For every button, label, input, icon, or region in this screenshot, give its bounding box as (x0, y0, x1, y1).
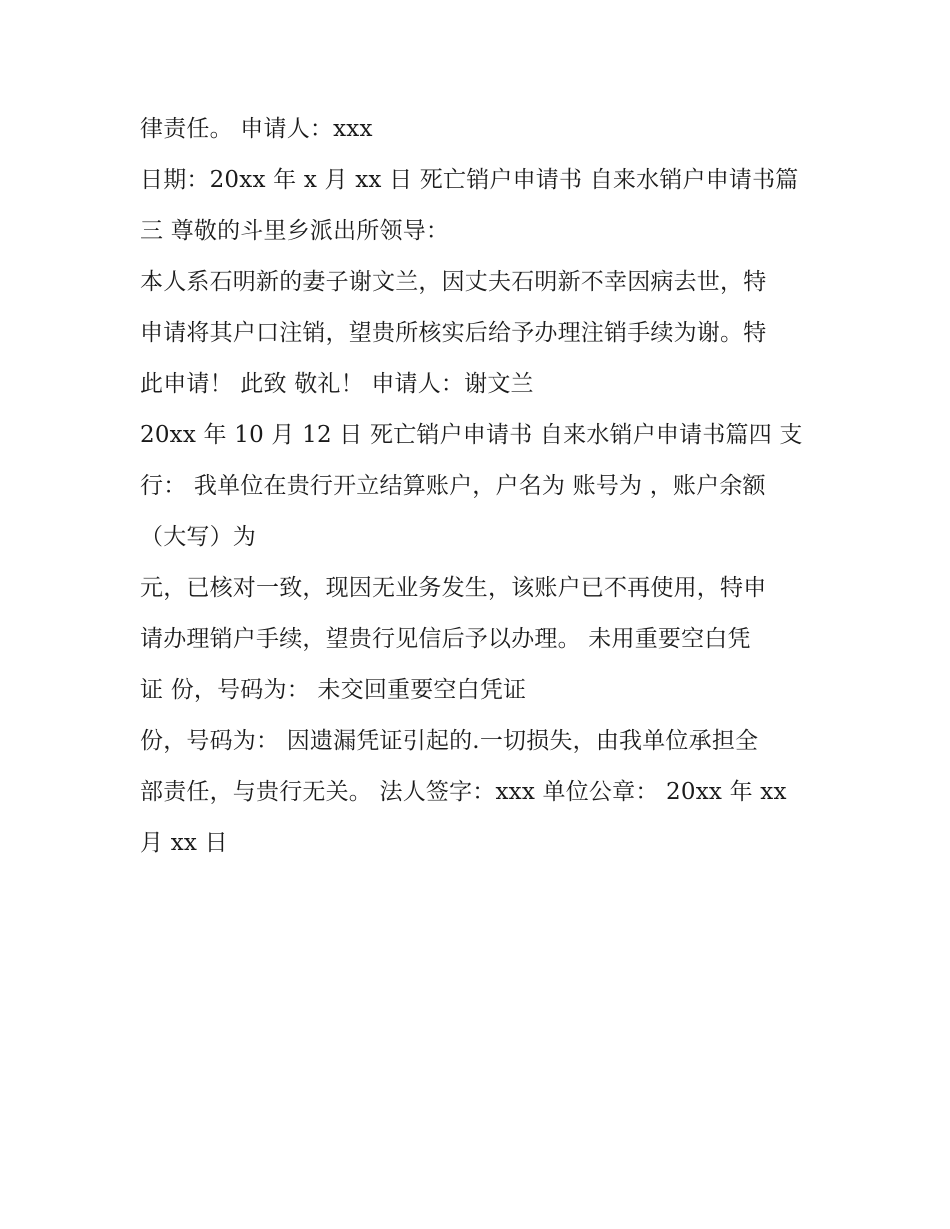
text-line: 20xx 年 10 月 12 日 死亡销户申请书 自来水销户申请书篇四 支 (140, 422, 803, 448)
text-line: 证 份，号码为： 未交回重要空白凭证 (140, 677, 527, 703)
document-body (140, 107, 820, 872)
text-line: 部责任，与贵行无关。 法人签字：xxx 单位公章： 20xx 年 xx (140, 779, 787, 805)
text-line: 份，号码为： 因遗漏凭证引起的.一切损失，由我单位承担全 (140, 728, 759, 754)
text-line: 月 xx 日 (140, 830, 228, 856)
text-line: 此申请！ 此致 敬礼！ 申请人：谢文兰 (140, 371, 534, 397)
text-line: 元，已核对一致，现因无业务发生，该账户已不再使用，特申 (140, 575, 767, 601)
text-line: 请办理销户手续，望贵行见信后予以办理。 未用重要空白凭 (140, 626, 751, 652)
text-line: 律责任。 申请人：xxx (140, 116, 373, 142)
text-line: 申请将其户口注销，望贵所核实后给予办理注销手续为谢。特 (140, 320, 767, 346)
text-line: 三 尊敬的斗里乡派出所领导： (140, 218, 450, 244)
text-line: （大写）为 (140, 524, 256, 550)
text-line: 行： 我单位在贵行开立结算账户，户名为 账号为 ，账户余额 (140, 473, 766, 499)
text-line: 本人系石明新的妻子谢文兰，因丈夫石明新不幸因病去世，特 (140, 269, 767, 295)
text-line: 日期：20xx 年 x 月 xx 日 死亡销户申请书 自来水销户申请书篇 (140, 167, 799, 193)
